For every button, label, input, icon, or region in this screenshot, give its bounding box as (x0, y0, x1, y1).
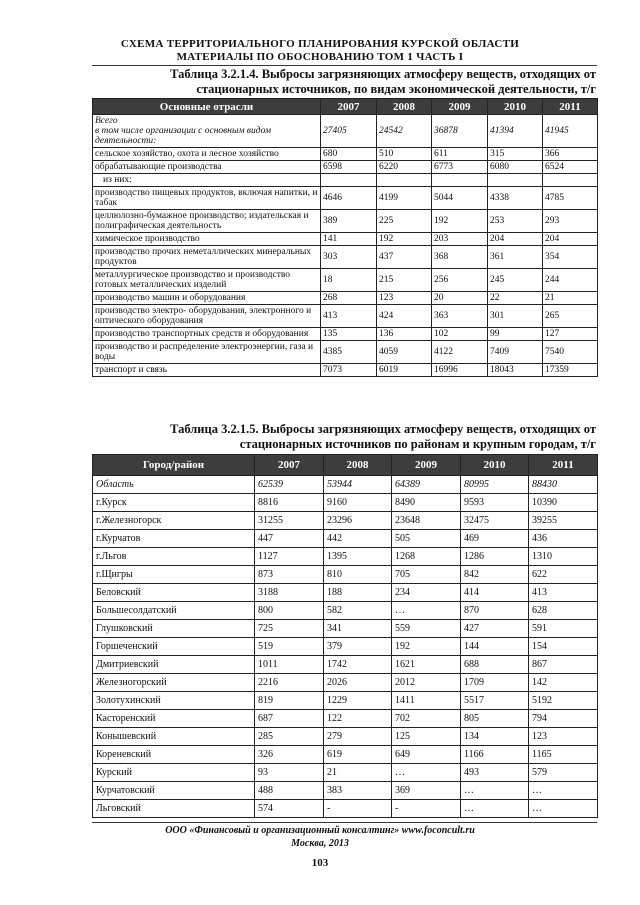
table-row (93, 494, 598, 512)
table-row (93, 305, 598, 328)
row-label: г.Железногорск (93, 512, 255, 530)
value-cell (488, 174, 543, 187)
value-cell: 2012 (392, 674, 461, 692)
value-cell: 154 (529, 638, 598, 656)
value-cell: 122 (324, 710, 392, 728)
value-cell: 234 (392, 584, 461, 602)
table-row (93, 548, 598, 566)
column-header: 2011 (529, 455, 598, 476)
column-header: 2009 (392, 455, 461, 476)
row-label: целлюлозно-бумажное производство; издательская и полиграфическая деятельность (93, 210, 321, 233)
value-cell: … (529, 800, 598, 818)
value-cell (377, 174, 432, 187)
value-cell: 436 (529, 530, 598, 548)
value-cell: 1395 (324, 548, 392, 566)
value-cell: 867 (529, 656, 598, 674)
value-cell: 1127 (255, 548, 324, 566)
value-cell: 469 (461, 530, 529, 548)
table-row (93, 174, 598, 187)
row-label: обрабатывающие производства (93, 161, 321, 174)
value-cell: 268 (321, 292, 377, 305)
value-cell: 1411 (392, 692, 461, 710)
value-cell: 413 (321, 305, 377, 328)
value-cell: 17359 (543, 364, 598, 377)
value-cell: 1310 (529, 548, 598, 566)
column-header: 2008 (324, 455, 392, 476)
value-cell: 619 (324, 746, 392, 764)
column-header: 2010 (461, 455, 529, 476)
table-row (93, 782, 598, 800)
row-label: химическое производство (93, 233, 321, 246)
row-label: Область (93, 476, 255, 494)
value-cell: 23648 (392, 512, 461, 530)
footer-city-year: Москва, 2013 (291, 838, 349, 849)
value-cell: 244 (543, 269, 598, 292)
value-cell: 427 (461, 620, 529, 638)
value-cell: 16996 (432, 364, 488, 377)
row-label: Беловский (93, 584, 255, 602)
value-cell: 2026 (324, 674, 392, 692)
value-cell: 1229 (324, 692, 392, 710)
table-row (93, 800, 598, 818)
table-row (93, 328, 598, 341)
value-cell: 505 (392, 530, 461, 548)
value-cell: 21 (543, 292, 598, 305)
value-cell: 4059 (377, 341, 432, 364)
table-row (93, 246, 598, 269)
column-header: 2007 (321, 99, 377, 115)
value-cell: - (324, 800, 392, 818)
table-row (93, 728, 598, 746)
value-cell: 705 (392, 566, 461, 584)
table2-caption-line1: Таблица 3.2.1.5. Выбросы загрязняющих атмосферу веществ, отходящих от (170, 422, 596, 436)
value-cell: 1742 (324, 656, 392, 674)
table1-header-row (93, 99, 598, 115)
table-row (93, 566, 598, 584)
value-cell: 805 (461, 710, 529, 728)
value-cell: 127 (543, 328, 598, 341)
value-cell: 800 (255, 602, 324, 620)
document-header (0, 38, 640, 64)
table2-header-row (93, 455, 598, 476)
value-cell: 204 (488, 233, 543, 246)
header-subtitle: МАТЕРИАЛЫ ПО ОБОСНОВАНИЮ ТОМ 1 ЧАСТЬ I (176, 51, 464, 63)
table-row (93, 364, 598, 377)
row-label: Большесолдатский (93, 602, 255, 620)
value-cell: 135 (321, 328, 377, 341)
table-row (93, 530, 598, 548)
table1-caption-line1: Таблица 3.2.1.4. Выбросы загрязняющих атмосферу веществ, отходящих от (170, 67, 596, 81)
value-cell: 842 (461, 566, 529, 584)
table-row (93, 341, 598, 364)
value-cell: 389 (321, 210, 377, 233)
value-cell: 341 (324, 620, 392, 638)
value-cell: 4785 (543, 187, 598, 210)
value-cell: 24542 (377, 115, 432, 148)
value-cell: 99 (488, 328, 543, 341)
value-cell: 136 (377, 328, 432, 341)
value-cell: 64389 (392, 476, 461, 494)
value-cell: 447 (255, 530, 324, 548)
value-cell: 437 (377, 246, 432, 269)
row-label: производство электро- оборудования, электронного и оптического оборудования (93, 305, 321, 328)
table-row (93, 620, 598, 638)
value-cell: 7409 (488, 341, 543, 364)
value-cell: 245 (488, 269, 543, 292)
value-cell: 559 (392, 620, 461, 638)
value-cell: 102 (432, 328, 488, 341)
value-cell: 144 (461, 638, 529, 656)
value-cell: 32475 (461, 512, 529, 530)
value-cell: 4338 (488, 187, 543, 210)
value-cell: … (461, 800, 529, 818)
table-row (93, 187, 598, 210)
row-label: Конышевский (93, 728, 255, 746)
value-cell: 622 (529, 566, 598, 584)
value-cell: 18043 (488, 364, 543, 377)
value-cell: 18 (321, 269, 377, 292)
value-cell: 315 (488, 148, 543, 161)
value-cell: 5044 (432, 187, 488, 210)
value-cell: 611 (432, 148, 488, 161)
row-label: производство транспортных средств и оборудования (93, 328, 321, 341)
value-cell: 192 (377, 233, 432, 246)
value-cell: 363 (432, 305, 488, 328)
value-cell: 5517 (461, 692, 529, 710)
table-row (93, 161, 598, 174)
table-row (93, 115, 598, 148)
value-cell: … (392, 602, 461, 620)
value-cell: 4385 (321, 341, 377, 364)
value-cell: 192 (432, 210, 488, 233)
table1-caption-line2: стационарных источников, по видам экономической деятельности, т/г (196, 82, 596, 96)
value-cell (543, 174, 598, 187)
value-cell: 579 (529, 764, 598, 782)
value-cell: 8490 (392, 494, 461, 512)
value-cell: 574 (255, 800, 324, 818)
value-cell: 6773 (432, 161, 488, 174)
column-header: 2011 (543, 99, 598, 115)
value-cell: 326 (255, 746, 324, 764)
emissions-by-district-table (92, 454, 598, 818)
value-cell: 23296 (324, 512, 392, 530)
column-header: 2010 (488, 99, 543, 115)
value-cell: 810 (324, 566, 392, 584)
value-cell: 31255 (255, 512, 324, 530)
column-header: Город/район (93, 455, 255, 476)
table-row (93, 269, 598, 292)
value-cell: 93 (255, 764, 324, 782)
column-header: 2009 (432, 99, 488, 115)
table-row (93, 292, 598, 305)
value-cell: 125 (392, 728, 461, 746)
footer-company: ООО «Финансовый и организационный консалтинг» www.foconcult.ru (165, 825, 475, 836)
value-cell: 366 (543, 148, 598, 161)
value-cell: 4199 (377, 187, 432, 210)
row-label: Всего в том числе организации с основным видом деятельности: (93, 115, 321, 148)
value-cell: 379 (324, 638, 392, 656)
column-header: 2008 (377, 99, 432, 115)
value-cell: 6080 (488, 161, 543, 174)
value-cell: 279 (324, 728, 392, 746)
column-header: 2007 (255, 455, 324, 476)
row-label: производство прочих неметаллических минеральных продуктов (93, 246, 321, 269)
value-cell: 510 (377, 148, 432, 161)
value-cell: 361 (488, 246, 543, 269)
value-cell: 1621 (392, 656, 461, 674)
value-cell: 203 (432, 233, 488, 246)
value-cell: 10390 (529, 494, 598, 512)
row-label: Горшеченский (93, 638, 255, 656)
value-cell: 303 (321, 246, 377, 269)
row-label: Дмитриевский (93, 656, 255, 674)
value-cell: 413 (529, 584, 598, 602)
value-cell: 870 (461, 602, 529, 620)
value-cell: 819 (255, 692, 324, 710)
value-cell: 9160 (324, 494, 392, 512)
value-cell: 134 (461, 728, 529, 746)
table-row (93, 638, 598, 656)
header-title: СХЕМА ТЕРРИТОРИАЛЬНОГО ПЛАНИРОВАНИЯ КУРСКОЙ ОБЛАСТИ (120, 38, 520, 50)
value-cell: 6598 (321, 161, 377, 174)
value-cell: 519 (255, 638, 324, 656)
table-row (93, 233, 598, 246)
value-cell: 293 (543, 210, 598, 233)
row-label: металлургическое производство и производство готовых металлических изделий (93, 269, 321, 292)
table-row (93, 674, 598, 692)
value-cell: 6220 (377, 161, 432, 174)
value-cell: 41394 (488, 115, 543, 148)
value-cell: 414 (461, 584, 529, 602)
table-row (93, 584, 598, 602)
value-cell: 687 (255, 710, 324, 728)
value-cell: 8816 (255, 494, 324, 512)
value-cell: 80995 (461, 476, 529, 494)
row-label: производство машин и оборудования (93, 292, 321, 305)
value-cell: 4122 (432, 341, 488, 364)
value-cell: 1286 (461, 548, 529, 566)
value-cell: 21 (324, 764, 392, 782)
value-cell: 493 (461, 764, 529, 782)
value-cell: 22 (488, 292, 543, 305)
value-cell: 3188 (255, 584, 324, 602)
value-cell: 53944 (324, 476, 392, 494)
row-label: Кореневский (93, 746, 255, 764)
value-cell: 256 (432, 269, 488, 292)
value-cell: 301 (488, 305, 543, 328)
value-cell: 88430 (529, 476, 598, 494)
value-cell: 649 (392, 746, 461, 764)
table-row (93, 148, 598, 161)
value-cell: 7540 (543, 341, 598, 364)
value-cell: 253 (488, 210, 543, 233)
column-header: Основные отрасли (93, 99, 321, 115)
row-label: Курский (93, 764, 255, 782)
value-cell: 4646 (321, 187, 377, 210)
value-cell: 123 (529, 728, 598, 746)
value-cell: 141 (321, 233, 377, 246)
row-label: г.Курчатов (93, 530, 255, 548)
table-row (93, 210, 598, 233)
table-row (93, 746, 598, 764)
value-cell: 702 (392, 710, 461, 728)
value-cell: 354 (543, 246, 598, 269)
value-cell: … (529, 782, 598, 800)
value-cell: 582 (324, 602, 392, 620)
row-label: сельское хозяйство, охота и лесное хозяйство (93, 148, 321, 161)
value-cell: 142 (529, 674, 598, 692)
value-cell: 369 (392, 782, 461, 800)
table-row (93, 476, 598, 494)
table-row (93, 656, 598, 674)
row-label: Глушковский (93, 620, 255, 638)
value-cell: 41945 (543, 115, 598, 148)
row-label: производство пищевых продуктов, включая напитки, и табак (93, 187, 321, 210)
value-cell: 204 (543, 233, 598, 246)
value-cell (321, 174, 377, 187)
row-label: Железногорский (93, 674, 255, 692)
value-cell: 6524 (543, 161, 598, 174)
value-cell: 285 (255, 728, 324, 746)
value-cell: 192 (392, 638, 461, 656)
row-label: г.Щигры (93, 566, 255, 584)
row-label: Касторенский (93, 710, 255, 728)
table-row (93, 512, 598, 530)
value-cell: … (392, 764, 461, 782)
table-row (93, 764, 598, 782)
value-cell: 725 (255, 620, 324, 638)
value-cell: 36878 (432, 115, 488, 148)
value-cell (432, 174, 488, 187)
value-cell: 1165 (529, 746, 598, 764)
value-cell: 1011 (255, 656, 324, 674)
value-cell: … (461, 782, 529, 800)
value-cell: 873 (255, 566, 324, 584)
value-cell: 1268 (392, 548, 461, 566)
footer-rule (92, 822, 597, 823)
value-cell: 215 (377, 269, 432, 292)
table-row (93, 692, 598, 710)
row-label: г.Курск (93, 494, 255, 512)
row-label: из них: (93, 174, 321, 187)
value-cell: 680 (321, 148, 377, 161)
value-cell: - (392, 800, 461, 818)
table2-caption-line2: стационарных источников по районам и крупным городам, т/г (239, 437, 596, 451)
value-cell: 424 (377, 305, 432, 328)
value-cell: 39255 (529, 512, 598, 530)
row-label: производство и распределение электроэнергии, газа и воды (93, 341, 321, 364)
row-label: транспорт и связь (93, 364, 321, 377)
value-cell: 188 (324, 584, 392, 602)
value-cell: 225 (377, 210, 432, 233)
value-cell: 265 (543, 305, 598, 328)
value-cell: 442 (324, 530, 392, 548)
value-cell: 123 (377, 292, 432, 305)
value-cell: 1166 (461, 746, 529, 764)
value-cell: 27405 (321, 115, 377, 148)
row-label: Золотухинский (93, 692, 255, 710)
row-label: Курчатовский (93, 782, 255, 800)
value-cell: 488 (255, 782, 324, 800)
value-cell: 5192 (529, 692, 598, 710)
page-number: 103 (311, 857, 329, 869)
value-cell: 794 (529, 710, 598, 728)
value-cell: 20 (432, 292, 488, 305)
value-cell: 688 (461, 656, 529, 674)
value-cell: 383 (324, 782, 392, 800)
value-cell: 6019 (377, 364, 432, 377)
row-label: Льговский (93, 800, 255, 818)
value-cell: 1709 (461, 674, 529, 692)
value-cell: 368 (432, 246, 488, 269)
value-cell: 628 (529, 602, 598, 620)
value-cell: 2216 (255, 674, 324, 692)
value-cell: 7073 (321, 364, 377, 377)
emissions-by-activity-table (92, 98, 598, 377)
row-label: г.Льгов (93, 548, 255, 566)
table-row (93, 602, 598, 620)
value-cell: 62539 (255, 476, 324, 494)
value-cell: 591 (529, 620, 598, 638)
value-cell: 9593 (461, 494, 529, 512)
table-row (93, 710, 598, 728)
